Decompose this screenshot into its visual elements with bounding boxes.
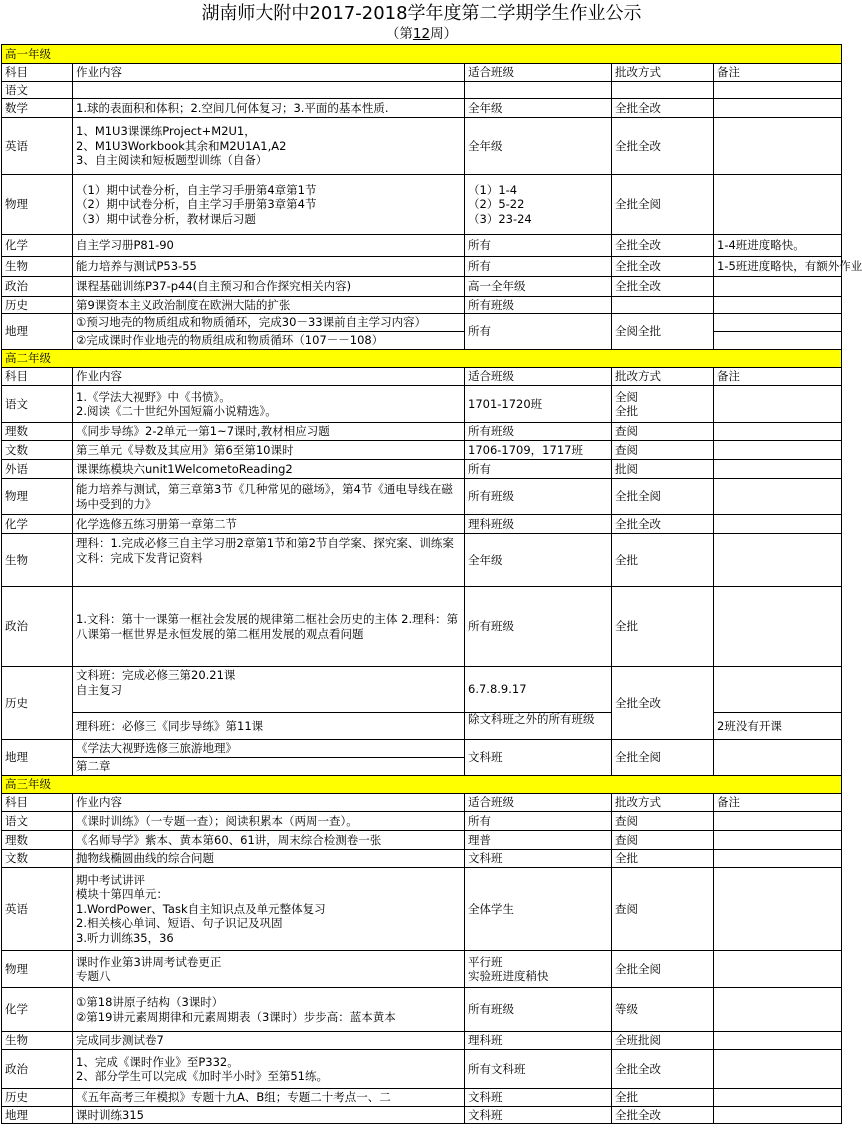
content-cell: 1、完成《课时作业》至P332。 2、部分学生可以完成《加时半小时》至第51练。: [73, 1050, 465, 1089]
class-cell: 所有班级: [465, 988, 612, 1032]
header-subject: 科目: [2, 794, 73, 812]
subject-cell: 英语: [2, 868, 73, 951]
header-content: 作业内容: [73, 368, 465, 386]
class-cell: 所有: [465, 812, 612, 831]
class-cell: 6.7.8.9.17: [465, 667, 612, 713]
class-cell: 所有文科班: [465, 1050, 612, 1089]
note-cell: [714, 515, 842, 534]
method-cell: 查阅: [612, 812, 714, 831]
table-row: [2, 951, 842, 988]
note-cell: [714, 277, 842, 297]
week-subtitle: [0, 25, 843, 43]
class-cell: （1）1-4 （2）5-22 （3）23-24: [465, 175, 612, 235]
method-cell: 查阅: [612, 441, 714, 460]
subject-cell: 历史: [2, 297, 73, 314]
note-cell: [714, 441, 842, 460]
class-cell: 除文科班之外的所有班级: [465, 713, 612, 740]
class-cell: 文科班: [465, 850, 612, 868]
subject-cell: 语文: [2, 386, 73, 423]
method-cell: 全批全改: [612, 257, 714, 277]
table-row: [2, 667, 842, 713]
table-row: [2, 423, 842, 441]
content-cell: 《课时训练》（一专题一查）；阅读积累本（两周一查）。: [73, 812, 465, 831]
class-cell: 文科班: [465, 1107, 612, 1124]
table-row: [2, 1050, 842, 1089]
subject-cell: 地理: [2, 740, 73, 776]
content-cell: 文科班：完成必修三第20.21课 自主复习: [73, 667, 465, 713]
content-cell: 自主学习册P81-90: [73, 235, 465, 257]
content-cell: 理科：1.完成必修三自主学习册2章第1节和第2节自学案、探究案、训练案 文科：完成下发背记资料: [73, 534, 465, 587]
header-class: 适合班级: [465, 64, 612, 82]
class-cell: 全体学生: [465, 868, 612, 951]
table-row: [2, 118, 842, 175]
table-row: [2, 713, 842, 740]
class-cell: [465, 82, 612, 99]
content-cell: 课时训练315: [73, 1107, 465, 1124]
content-cell: 《同步导练》2-2单元一第1~7课时,教材相应习题: [73, 423, 465, 441]
table-row: [2, 988, 842, 1032]
subject-cell: 化学: [2, 515, 73, 534]
subject-cell: 文数: [2, 441, 73, 460]
method-cell: 查阅: [612, 831, 714, 850]
table-row: [2, 460, 842, 479]
subject-cell: 物理: [2, 175, 73, 235]
content-cell: 第9课资本主义政治制度在欧洲大陆的扩张: [73, 297, 465, 314]
header-note: 备注: [714, 64, 842, 82]
subject-cell: 化学: [2, 235, 73, 257]
note-cell: [714, 587, 842, 667]
method-cell: 全批全阅: [612, 951, 714, 988]
subject-cell: 化学: [2, 988, 73, 1032]
header-note: 备注: [714, 794, 842, 812]
class-cell: 全年级: [465, 99, 612, 118]
content-cell: 《名师导学》紫本、黄本第60、61讲，周末综合检测卷一张: [73, 831, 465, 850]
class-cell: 文科班: [465, 1089, 612, 1107]
page-title: 湖南师大附中2017-2018学年度第二学期学生作业公示: [201, 3, 642, 24]
method-cell: 等级: [612, 988, 714, 1032]
content-cell: 第二章: [73, 758, 465, 776]
table-row: [2, 1107, 842, 1124]
note-cell: [714, 332, 842, 350]
table-row: [2, 1089, 842, 1107]
subject-cell: 政治: [2, 277, 73, 297]
column-header-row: [2, 794, 842, 812]
note-cell: [714, 534, 842, 587]
note-cell: [714, 118, 842, 175]
table-row: [2, 812, 842, 831]
table-row: [2, 257, 842, 277]
section-title: 高三年级: [2, 776, 842, 794]
header-subject: 科目: [2, 368, 73, 386]
note-cell: [714, 175, 842, 235]
table-row: [2, 386, 842, 423]
note-cell: [714, 82, 842, 99]
homework-table: [1, 44, 862, 1124]
note-cell: [714, 99, 842, 118]
note-cell: 1-4班进度略快。: [714, 235, 842, 257]
header-content: 作业内容: [73, 794, 465, 812]
content-cell: 第三单元《导数及其应用》第6至第10课时: [73, 441, 465, 460]
section-header-grade2: [2, 350, 842, 368]
class-cell: 全年级: [465, 534, 612, 587]
note-cell: [714, 812, 842, 831]
note-cell: [714, 386, 842, 423]
header-method: 批改方式: [612, 368, 714, 386]
note-cell: [714, 831, 842, 850]
column-header-row: [2, 64, 842, 82]
class-cell: 所有: [465, 314, 612, 350]
class-cell: 理普: [465, 831, 612, 850]
subject-cell: 外语: [2, 460, 73, 479]
subject-cell: 历史: [2, 1089, 73, 1107]
method-cell: 批阅: [612, 460, 714, 479]
subject-cell: 物理: [2, 479, 73, 515]
content-cell: 能力培养与测试P53-55: [73, 257, 465, 277]
section-header-grade3: [2, 776, 842, 794]
note-cell: [714, 1089, 842, 1107]
table-row: [2, 175, 842, 235]
subject-cell: 政治: [2, 587, 73, 667]
subject-cell: 生物: [2, 534, 73, 587]
table-row: [2, 534, 842, 587]
note-cell: [714, 460, 842, 479]
subject-cell: 理数: [2, 831, 73, 850]
subject-cell: 理数: [2, 423, 73, 441]
content-cell: 1、M1U3课课练Project+M2U1， 2、M1U3Workbook其余和M2U1A1,A2 3、自主阅读和短板题型训练（自备）: [73, 118, 465, 175]
method-cell: 全批: [612, 1089, 714, 1107]
note-cell: 1-5班进度略快，有额外作业: [714, 257, 842, 277]
table-row: [2, 868, 842, 951]
subject-cell: 政治: [2, 1050, 73, 1089]
note-cell: [714, 740, 842, 776]
content-cell: 课课练模块六unit1WelcometoReading2: [73, 460, 465, 479]
method-cell: 全批: [612, 850, 714, 868]
class-cell: 理科班: [465, 1032, 612, 1050]
content-cell: [73, 82, 465, 99]
header-method: 批改方式: [612, 794, 714, 812]
content-cell: ①第18讲原子结构（3课时） ②第19讲元素周期律和元素周期表（3课时）步步高：蓝本黄本: [73, 988, 465, 1032]
table-row: [2, 99, 842, 118]
section-title: 高一年级: [2, 45, 842, 64]
header-note: 备注: [714, 368, 842, 386]
header-method: 批改方式: [612, 64, 714, 82]
header-class: 适合班级: [465, 794, 612, 812]
content-cell: 1.球的表面积和体积；2.空间几何体复习；3.平面的基本性质.: [73, 99, 465, 118]
content-cell: ②完成课时作业地壳的物质组成和物质循环（107－－108）: [73, 332, 465, 350]
table-row: [2, 831, 842, 850]
class-cell: 所有: [465, 460, 612, 479]
note-cell: 2班没有开课: [714, 713, 842, 740]
method-cell: 全批全阅: [612, 740, 714, 776]
note-cell: [714, 423, 842, 441]
header-subject: 科目: [2, 64, 73, 82]
method-cell: 全批全改: [612, 235, 714, 257]
content-cell: （1）期中试卷分析，自主学习手册第4章第1节 （2）期中试卷分析，自主学习手册第3章第4节 （3）期中试卷分析，教材课后习题: [73, 175, 465, 235]
class-cell: 平行班 实验班进度稍快: [465, 951, 612, 988]
content-cell: 课程基础训练P37-p44(自主预习和合作探究相关内容): [73, 277, 465, 297]
section-title: 高二年级: [2, 350, 842, 368]
content-cell: 化学选修五练习册第一章第二节: [73, 515, 465, 534]
subject-cell: 地理: [2, 314, 73, 350]
content-cell: 期中考试讲评 模块十第四单元： 1.WordPower、Task自主知识点及单元整体复习 2.相关核心单词、短语、句子识记及巩固 3.听力训练35，36: [73, 868, 465, 951]
content-cell: 理科班：必修三《同步导练》第11课: [73, 713, 465, 740]
table-row: [2, 297, 842, 314]
subject-cell: 语文: [2, 812, 73, 831]
method-cell: 全批全改: [612, 667, 714, 740]
table-row: [2, 740, 842, 758]
method-cell: 全阅 全批: [612, 386, 714, 423]
subject-cell: 生物: [2, 257, 73, 277]
content-cell: 完成同步测试卷7: [73, 1032, 465, 1050]
note-cell: [714, 1107, 842, 1124]
class-cell: 所有班级: [465, 297, 612, 314]
class-cell: 所有班级: [465, 423, 612, 441]
table-row: [2, 277, 842, 297]
method-cell: [612, 82, 714, 99]
content-cell: 课时作业第3讲周考试卷更正 专题八: [73, 951, 465, 988]
method-cell: 全批: [612, 587, 714, 667]
method-cell: 全批全改: [612, 118, 714, 175]
subject-cell: 历史: [2, 667, 73, 740]
note-cell: [714, 850, 842, 868]
subject-cell: 英语: [2, 118, 73, 175]
table-row: [2, 332, 842, 350]
table-row: [2, 479, 842, 515]
subtitle-suffix: 周）: [430, 26, 458, 42]
subject-cell: 物理: [2, 951, 73, 988]
method-cell: 全阅全批: [612, 314, 714, 350]
content-cell: 抛物线椭圆曲线的综合问题: [73, 850, 465, 868]
note-cell: [714, 1032, 842, 1050]
table-row: [2, 82, 842, 99]
header-content: 作业内容: [73, 64, 465, 82]
content-cell: ①预习地壳的物质组成和物质循环，完成30－33课前自主学习内容）: [73, 314, 465, 332]
section-header-grade1: [2, 45, 842, 64]
class-cell: 理科班级: [465, 515, 612, 534]
table-row: [2, 314, 842, 332]
class-cell: 所有: [465, 235, 612, 257]
subject-cell: 生物: [2, 1032, 73, 1050]
table-row: [2, 587, 842, 667]
class-cell: 高一全年级: [465, 277, 612, 297]
subject-cell: 文数: [2, 850, 73, 868]
note-cell: [714, 1050, 842, 1089]
note-cell: [714, 297, 842, 314]
method-cell: 全批全改: [612, 515, 714, 534]
table-row: [2, 515, 842, 534]
method-cell: 全批全阅: [612, 175, 714, 235]
method-cell: [612, 297, 714, 314]
method-cell: 全批全改: [612, 277, 714, 297]
subject-cell: 地理: [2, 1107, 73, 1124]
class-cell: 全年级: [465, 118, 612, 175]
class-cell: 1701-1720班: [465, 386, 612, 423]
note-cell: [714, 951, 842, 988]
method-cell: 全批全改: [612, 1107, 714, 1124]
content-cell: 《学法大视野选修三旅游地理》: [73, 740, 465, 758]
table-row: [2, 1032, 842, 1050]
table-row: [2, 850, 842, 868]
content-cell: 能力培养与测试，第三章第3节《几种常见的磁场》，第4节《通电导线在磁场中受到的力》: [73, 479, 465, 515]
method-cell: 全批全改: [612, 99, 714, 118]
content-cell: 1.《学法大视野》中《书愤》。 2.阅读《二十世纪外国短篇小说精选》。: [73, 386, 465, 423]
content-cell: 1.文科：第十一课第一框社会发展的规律第二框社会历史的主体 2.理科：第八课第一框世界是永恒发展的第二框用发展的观点看问题: [73, 587, 465, 667]
subtitle-prefix: （第: [385, 26, 413, 42]
method-cell: 全批全改: [612, 1050, 714, 1089]
note-cell: [714, 479, 842, 515]
subject-cell: 语文: [2, 82, 73, 99]
note-cell: [714, 314, 842, 332]
method-cell: 全批: [612, 534, 714, 587]
class-cell: 所有班级: [465, 587, 612, 667]
note-cell: [714, 667, 842, 713]
content-cell: 《五年高考三年模拟》专题十九A、B组；专题二十考点一、二: [73, 1089, 465, 1107]
note-cell: [714, 988, 842, 1032]
class-cell: 所有: [465, 257, 612, 277]
class-cell: 所有班级: [465, 479, 612, 515]
table-row: [2, 441, 842, 460]
subject-cell: 数学: [2, 99, 73, 118]
header-class: 适合班级: [465, 368, 612, 386]
method-cell: 全批全阅: [612, 479, 714, 515]
method-cell: 查阅: [612, 868, 714, 951]
week-number: 12: [412, 26, 431, 42]
method-cell: 查阅: [612, 423, 714, 441]
method-cell: 全班批阅: [612, 1032, 714, 1050]
note-cell: [714, 868, 842, 951]
class-cell: 1706-1709，1717班: [465, 441, 612, 460]
column-header-row: [2, 368, 842, 386]
table-row: [2, 235, 842, 257]
class-cell: 文科班: [465, 740, 612, 776]
